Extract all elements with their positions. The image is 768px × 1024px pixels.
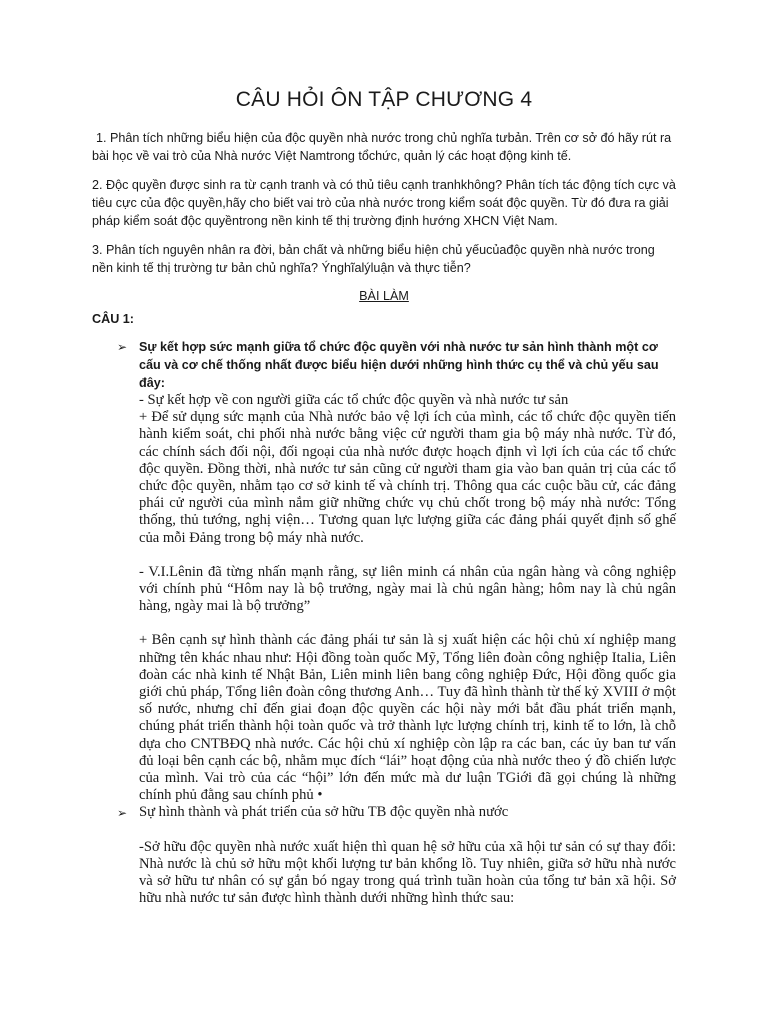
answer-heading: BÀI LÀM (359, 289, 409, 303)
document-title: CÂU HỎI ÔN TẬP CHƯƠNG 4 (235, 88, 533, 111)
bullet-2-heading: Sự hình thành và phát triển của sở hữu TB độc quyền nhà nước (139, 804, 509, 821)
question-3: 3. Phân tích nguyên nhân ra đời, bản chất và những biểu hiện chủ yếucủađộc quyền nhà nước trong nền kinh tế thị trường tư bản chủ nghĩa? Ýnghĩalýluận và thực tiễn? (92, 243, 655, 275)
arrow-bullet-icon: ➢ (117, 806, 128, 821)
bullet-1-paragraph-c: - V.I.Lênin đã từng nhấn mạnh rằng, sự liên minh cá nhân của ngân hàng và công nghiệp với chính phủ “Hôm nay là bộ trưởng, ngày mai là chủ ngân hàng; hôm nay là chủ ngân hàng, ngày mai là bộ trưởng” (139, 563, 676, 615)
bullet-1-line-a: - Sự kết hợp về con người giữa các tổ chức độc quyền và nhà nước tư sản (139, 392, 569, 408)
bullet-1-heading: Sự kết hợp sức mạnh giữa tổ chức độc quyền với nhà nước tư sản hình thành một cơ cấu và cơ chế thống nhất được biểu hiện dưới những hình thức cụ thể và chủ yếu sau đây: (139, 340, 659, 390)
arrow-bullet-icon: ➢ (117, 340, 128, 354)
bullet-1-paragraph-d: + Bên cạnh sự hình thành các đảng phái tư sản là sj xuất hiện các hội chủ xí nghiệp mang những tên khác nhau như: Hội đồng toàn quốc Mỹ, Tổng liên đoàn công nghiệp Italia, Liên đoàn các nhà kinh tế Nhật Bản, Liên minh liên bang công nghiệp Đức, Hội đồng quốc gia giới chủ pháp, Tổng liên đoàn công thương Anh… Tuy đã hình thành từ thế kỷ XVIII ở một số nước, nhưng chỉ đến giai đoạn độc quyền các hội này mới bắt đầu phát triển mạnh, chúng phát triển thành hội toàn quốc và trở thành lực lượng chính trị, kinh tế to lớn, là chỗ dựa cho CNTBĐQ nhà nước. Các hội chủ xí nghiệp còn lập ra các ban, các ủy ban tư vấn đủ loại bên cạnh các bộ, nhằm mục đích “lái” hoạt động của nhà nước theo ý đồ chiến lược của mình. Vai trò của các “hội” lớn đến mức mà dư luận TGiới đã gọi chúng là những chính phủ đằng sau chính phủ • (139, 632, 676, 804)
bullet-section-2 (92, 804, 676, 907)
bullet-section-1 (92, 338, 676, 804)
section-label: CÂU 1: (92, 312, 134, 326)
question-2: 2. Độc quyền được sinh ra từ cạnh tranh và có thủ tiêu cạnh tranhkhông? Phân tích tác động tích cực và tiêu cực của độc quyền,hãy cho biết vai trò của nhà nước trong kiểm soát độc quyền. Từ đó đưa ra giải pháp kiểm soát độc quyềntrong nền kinh tế thị trường định hướng XHCN Việt Nam. (92, 178, 676, 228)
question-1: 1. Phân tích những biểu hiện của độc quyền nhà nước trong chủ nghĩa tưbản. Trên cơ sở đó hãy rút ra bài học về vai trò của Nhà nước Việt Namtrong tổchức, quản lý các hoạt động kinh tế. (92, 131, 672, 163)
bullet-1-paragraph-b: + Để sử dụng sức mạnh của Nhà nước bảo vệ lợi ích của mình, các tổ chức độc quyền tiến hành kiểm soát, chi phối nhà nước bằng việc cử người tham gia bộ máy nhà nước. Từ đó, các chính sách đối nội, đối ngoại của nhà nước được hoạch định vì lợi ích của các tổ chức độc quyền. Đồng thời, nhà nước tư sản cũng cử người tham gia vào ban quản trị của các tổ chức độc quyền, nhằm tạo cơ sở kinh tế và chính trị. Thông qua các cuộc bầu cử, các đảng phái cử người của mình nắm giữ những chức vụ chủ chốt trong bộ máy nhà nước: Tổng thống, thủ tướng, nghị viện… Tương quan lực lượng giữa các đảng phái quyết định số ghế của mỗi Đảng trong bộ máy nhà nước. (139, 409, 676, 546)
bullet-2-paragraph: -Sở hữu độc quyền nhà nước xuất hiện thì quan hệ sở hữu của xã hội tư sản có sự thay đổi: Nhà nước là chủ sở hữu một khối lượng tư bản khổng lồ. Tuy nhiên, giữa sở hữu nhà nước và sở hữu tư nhân có sự gắn bó ngay trong quá trình tuần hoàn của tổng tư bản xã hội. Sở hữu nhà nước tư sản được hình thành dưới những hình thức sau: (139, 838, 676, 907)
